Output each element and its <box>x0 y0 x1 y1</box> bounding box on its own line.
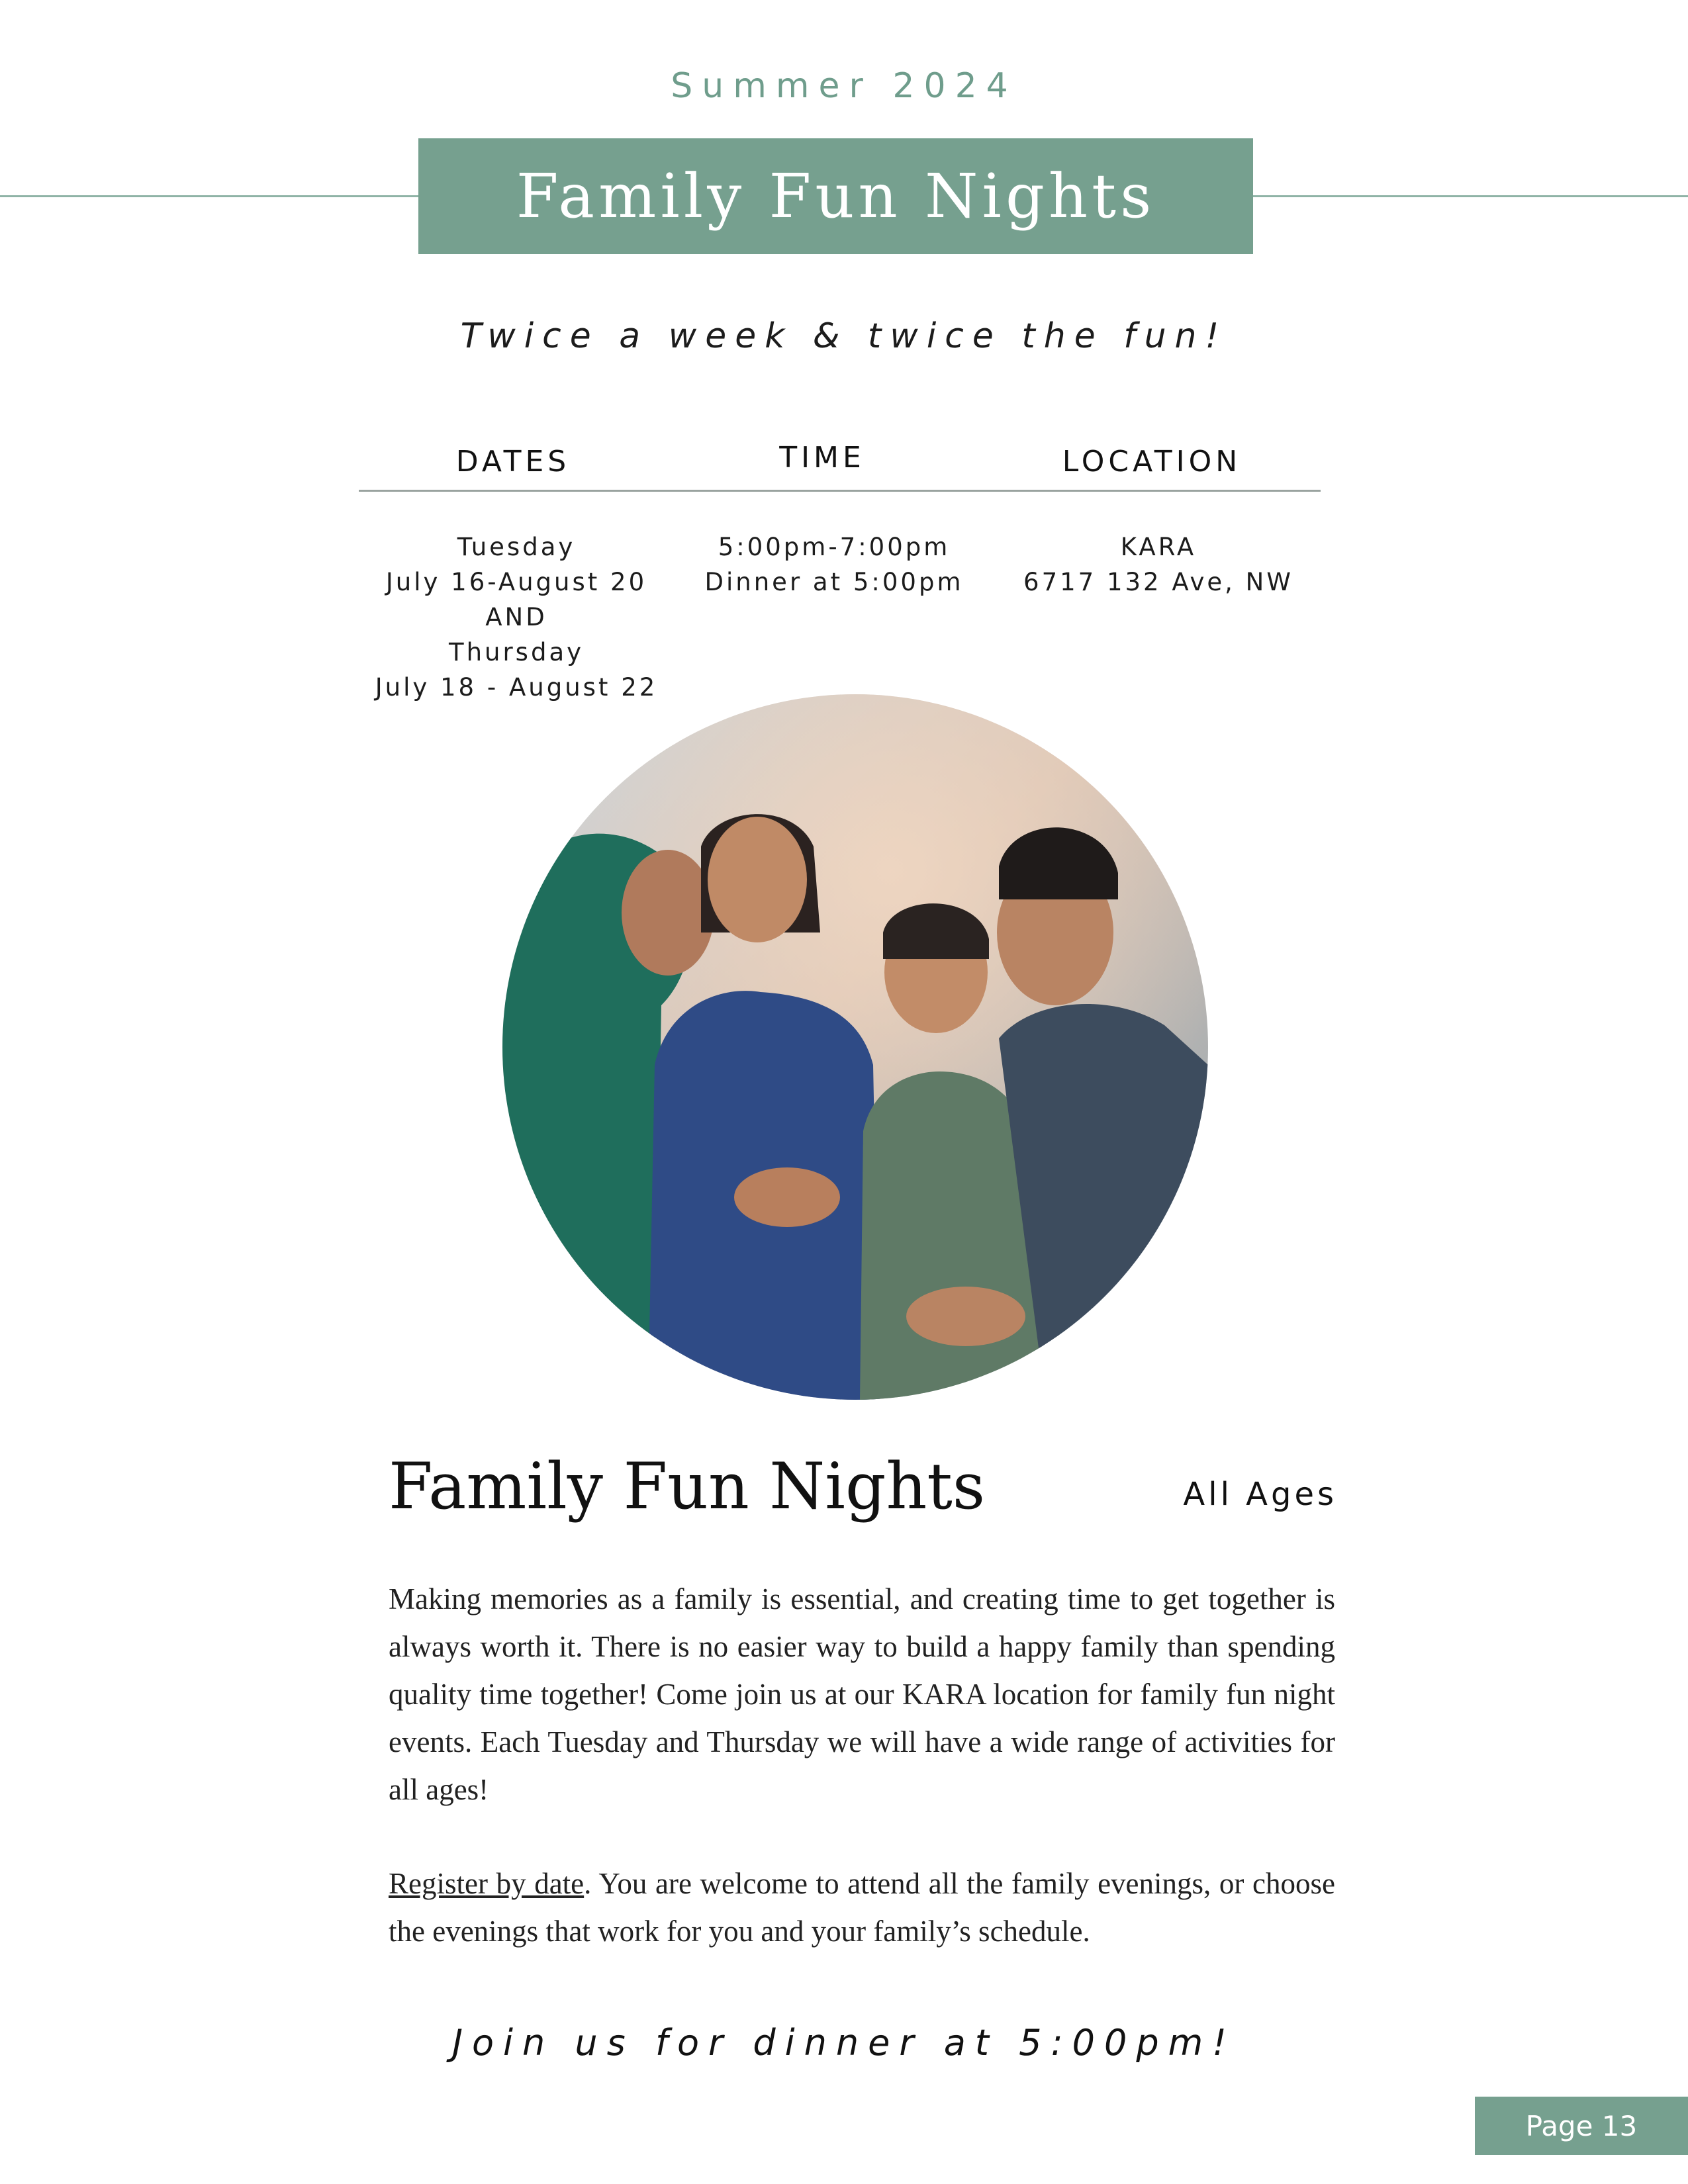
tagline: Twice a week & twice the fun! <box>460 316 1228 356</box>
dates-line: Thursday <box>448 638 585 666</box>
time-line: Dinner at 5:00pm <box>704 568 964 596</box>
location-column <box>1013 529 1304 600</box>
dates-heading: DATES <box>455 445 571 478</box>
dates-line: July 16-August 20 <box>385 568 647 596</box>
registration-paragraph <box>389 1860 1335 1955</box>
registration-text: . You are welcome to attend all the family evenings, or choose the evenings that work for you and your family’s schedule. <box>389 1867 1335 1948</box>
dates-line: July 18 - August 22 <box>375 673 658 702</box>
register-link[interactable]: Register by date <box>389 1867 585 1900</box>
closing-line: Join us for dinner at 5:00pm! <box>452 2022 1236 2064</box>
title-banner <box>418 138 1253 254</box>
family-photo <box>502 694 1208 1400</box>
program-title: Family Fun Nights <box>389 1449 986 1524</box>
schedule-divider <box>359 490 1321 492</box>
location-line: 6717 132 Ave, NW <box>1023 568 1293 596</box>
dates-line: AND <box>485 603 547 631</box>
dates-column <box>357 529 675 705</box>
header-rule-right <box>1253 195 1688 197</box>
time-column <box>688 529 980 600</box>
season-label: Summer 2024 <box>671 66 1017 106</box>
ages-label: All Ages <box>1183 1476 1337 1513</box>
time-line: 5:00pm-7:00pm <box>718 533 951 561</box>
location-heading: LOCATION <box>1062 445 1242 478</box>
dates-line: Tuesday <box>457 533 576 561</box>
time-heading: TIME <box>779 441 865 475</box>
program-description: Making memories as a family is essential, and creating time to get together is always worth it. There is no easier way to build a happy family than spending quality time together! Come join us at our KARA location for family fun night events. Each Tuesday and Thursday we will have a wide range of activities for all ages! <box>389 1582 1335 1806</box>
location-line: KARA <box>1120 533 1197 561</box>
banner-title: Family Fun Nights <box>516 161 1156 232</box>
header-rule-left <box>0 195 418 197</box>
page-number-badge: Page 13 <box>1475 2097 1688 2155</box>
